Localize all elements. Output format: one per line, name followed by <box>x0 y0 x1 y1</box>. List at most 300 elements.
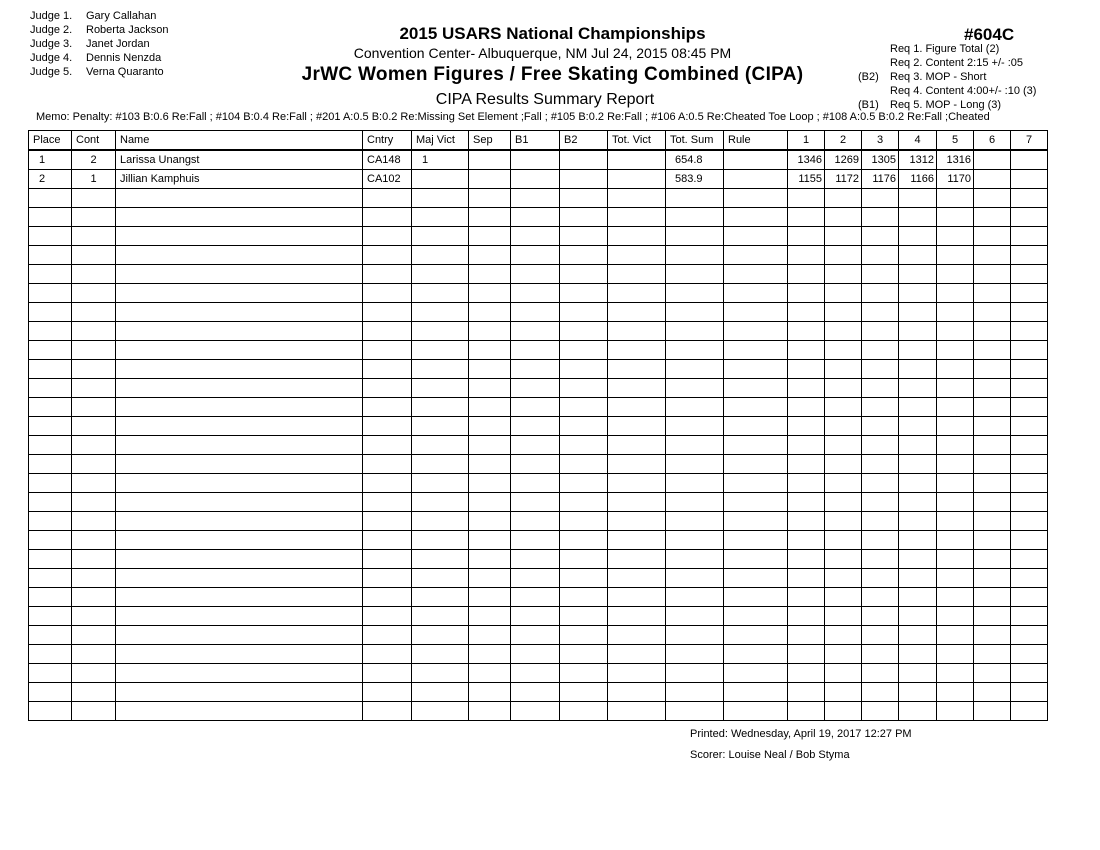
table-cell <box>116 398 363 417</box>
table-cell <box>560 664 608 683</box>
table-cell <box>363 379 412 398</box>
cell-judge-5: 1316 <box>937 150 974 170</box>
table-cell <box>937 512 974 531</box>
requirement-item <box>858 84 1036 98</box>
table-cell <box>937 474 974 493</box>
table-cell <box>788 398 825 417</box>
table-cell <box>72 303 116 322</box>
table-cell <box>862 474 899 493</box>
table-cell <box>724 322 788 341</box>
table-row-empty <box>29 189 1048 208</box>
table-cell <box>825 284 862 303</box>
table-cell <box>974 607 1011 626</box>
table-cell <box>560 550 608 569</box>
table-cell <box>974 683 1011 702</box>
table-cell <box>72 322 116 341</box>
table-cell <box>608 398 666 417</box>
table-cell <box>899 569 937 588</box>
table-cell <box>363 227 412 246</box>
table-cell <box>72 208 116 227</box>
table-cell <box>666 664 724 683</box>
table-cell <box>825 417 862 436</box>
table-cell <box>72 512 116 531</box>
table-cell <box>899 531 937 550</box>
table-cell <box>511 303 560 322</box>
table-cell <box>666 474 724 493</box>
table-cell <box>608 550 666 569</box>
table-cell <box>29 664 72 683</box>
table-cell <box>937 417 974 436</box>
table-cell <box>974 702 1011 721</box>
table-cell <box>29 265 72 284</box>
table-cell <box>608 683 666 702</box>
table-cell <box>825 664 862 683</box>
table-cell <box>29 474 72 493</box>
table-cell <box>511 360 560 379</box>
table-cell <box>666 531 724 550</box>
table-cell <box>825 588 862 607</box>
table-cell <box>825 607 862 626</box>
table-cell <box>412 417 469 436</box>
cell-rule <box>724 150 788 170</box>
table-row-empty <box>29 588 1048 607</box>
table-cell <box>29 645 72 664</box>
judge-name: Roberta Jackson <box>86 24 169 36</box>
table-cell <box>974 284 1011 303</box>
table-cell <box>899 588 937 607</box>
table-cell <box>937 208 974 227</box>
table-cell <box>29 626 72 645</box>
table-cell <box>560 284 608 303</box>
table-cell <box>511 645 560 664</box>
table-cell <box>363 436 412 455</box>
cell-maj-vict <box>412 170 469 189</box>
table-cell <box>724 303 788 322</box>
table-cell <box>974 512 1011 531</box>
table-cell <box>724 246 788 265</box>
table-cell <box>412 550 469 569</box>
table-cell <box>788 379 825 398</box>
table-cell <box>862 683 899 702</box>
table-cell <box>608 379 666 398</box>
table-cell <box>29 303 72 322</box>
table-cell <box>29 322 72 341</box>
cell-b2 <box>560 150 608 170</box>
table-cell <box>72 645 116 664</box>
table-cell <box>469 303 511 322</box>
table-cell <box>862 303 899 322</box>
table-cell <box>974 208 1011 227</box>
table-cell <box>788 436 825 455</box>
table-cell <box>937 683 974 702</box>
table-cell <box>412 455 469 474</box>
cell-judge-2: 1269 <box>825 150 862 170</box>
table-cell <box>666 607 724 626</box>
table-cell <box>608 512 666 531</box>
judge-name: Dennis Nenzda <box>86 52 162 64</box>
table-cell <box>937 664 974 683</box>
table-cell <box>937 455 974 474</box>
table-cell <box>363 645 412 664</box>
table-cell <box>116 436 363 455</box>
table-cell <box>937 398 974 417</box>
table-row-empty <box>29 493 1048 512</box>
table-cell <box>666 360 724 379</box>
table-cell <box>72 246 116 265</box>
table-cell <box>560 493 608 512</box>
cell-b1 <box>511 150 560 170</box>
venue-datetime: Convention Center- Albuquerque, NM Jul 24, 2015 08:45 PM <box>353 45 732 61</box>
table-cell <box>862 265 899 284</box>
table-cell <box>899 493 937 512</box>
table-cell <box>788 265 825 284</box>
table-cell <box>899 189 937 208</box>
table-cell <box>862 417 899 436</box>
table-cell <box>560 569 608 588</box>
table-cell <box>560 417 608 436</box>
table-cell <box>72 683 116 702</box>
table-cell <box>974 417 1011 436</box>
table-cell <box>1011 284 1048 303</box>
judge-label: Judge 3. <box>30 38 73 50</box>
table-cell <box>608 588 666 607</box>
table-cell <box>29 702 72 721</box>
table-row-empty <box>29 645 1048 664</box>
cell-maj-vict: 1 <box>412 150 469 170</box>
table-cell <box>560 588 608 607</box>
table-cell <box>788 683 825 702</box>
table-cell <box>788 227 825 246</box>
table-cell <box>469 417 511 436</box>
table-cell <box>469 588 511 607</box>
table-cell <box>1011 569 1048 588</box>
table-row-empty <box>29 436 1048 455</box>
table-cell <box>899 303 937 322</box>
table-cell <box>469 645 511 664</box>
table-cell <box>724 664 788 683</box>
table-cell <box>469 208 511 227</box>
cell-name: Jillian Kamphuis <box>116 170 363 189</box>
table-cell <box>825 474 862 493</box>
cell-judge-1: 1155 <box>788 170 825 189</box>
table-cell <box>788 208 825 227</box>
cell-judge-2: 1172 <box>825 170 862 189</box>
table-cell <box>899 550 937 569</box>
table-row-empty <box>29 664 1048 683</box>
judge-label: Judge 5. <box>30 66 73 78</box>
table-cell <box>1011 683 1048 702</box>
table-cell <box>788 417 825 436</box>
table-cell <box>608 189 666 208</box>
table-cell <box>116 474 363 493</box>
table-cell <box>937 360 974 379</box>
table-cell <box>937 227 974 246</box>
table-cell <box>666 284 724 303</box>
table-cell <box>666 398 724 417</box>
table-cell <box>116 702 363 721</box>
col-judge-5: 5 <box>937 131 974 151</box>
table-cell <box>412 664 469 683</box>
table-cell <box>724 683 788 702</box>
table-cell <box>937 588 974 607</box>
table-cell <box>825 398 862 417</box>
table-cell <box>412 626 469 645</box>
table-cell <box>363 284 412 303</box>
memo-penalties: Memo: Penalty: #103 B:0.6 Re:Fall ; #104 B:0.4 Re:Fall ; #201 A:0.5 B:0.2 Re:Missing Set Element ;Fall ; #105 B:0.2 Re:Fall ; #106 A:0.5 Re:Cheated Toe Loop ; #108 A:0.5 B:0.2 Re:Fall ;Cheated <box>36 111 990 123</box>
judge-item <box>30 9 169 23</box>
table-cell <box>724 512 788 531</box>
table-cell <box>469 246 511 265</box>
table-cell <box>116 246 363 265</box>
table-row-empty <box>29 512 1048 531</box>
table-cell <box>724 588 788 607</box>
table-cell <box>862 550 899 569</box>
cell-judge-4: 1166 <box>899 170 937 189</box>
table-cell <box>788 360 825 379</box>
table-cell <box>825 455 862 474</box>
table-cell <box>1011 645 1048 664</box>
table-cell <box>116 626 363 645</box>
report-title: CIPA Results Summary Report <box>435 91 655 108</box>
table-cell <box>469 474 511 493</box>
table-cell <box>469 569 511 588</box>
requirement-item <box>858 42 1036 56</box>
table-cell <box>560 227 608 246</box>
table-cell <box>862 246 899 265</box>
table-cell <box>511 265 560 284</box>
table-cell <box>469 702 511 721</box>
table-cell <box>72 588 116 607</box>
table-cell <box>363 360 412 379</box>
table-cell <box>412 474 469 493</box>
table-cell <box>511 474 560 493</box>
table-cell <box>29 436 72 455</box>
table-cell <box>937 246 974 265</box>
table-cell <box>363 246 412 265</box>
table-cell <box>363 398 412 417</box>
table-row-empty <box>29 284 1048 303</box>
col-place: Place <box>29 131 72 151</box>
table-cell <box>1011 588 1048 607</box>
table-cell <box>666 588 724 607</box>
table-cell <box>511 702 560 721</box>
table-cell <box>608 702 666 721</box>
table-cell <box>862 455 899 474</box>
table-cell <box>363 208 412 227</box>
table-cell <box>1011 550 1048 569</box>
table-cell <box>974 322 1011 341</box>
table-cell <box>72 398 116 417</box>
table-cell <box>511 607 560 626</box>
table-cell <box>666 550 724 569</box>
table-cell <box>974 588 1011 607</box>
table-cell <box>1011 208 1048 227</box>
table-cell <box>116 683 363 702</box>
table-cell <box>72 360 116 379</box>
table-cell <box>825 702 862 721</box>
table-cell <box>116 360 363 379</box>
table-cell <box>469 493 511 512</box>
table-cell <box>788 664 825 683</box>
col-judge-1: 1 <box>788 131 825 151</box>
table-cell <box>511 512 560 531</box>
table-cell <box>116 189 363 208</box>
table-cell <box>788 341 825 360</box>
table-cell <box>899 322 937 341</box>
table-cell <box>974 531 1011 550</box>
table-cell <box>937 189 974 208</box>
table-cell <box>862 607 899 626</box>
cell-name: Larissa Unangst <box>116 150 363 170</box>
table-cell <box>724 493 788 512</box>
table-cell <box>412 588 469 607</box>
table-cell <box>608 645 666 664</box>
cell-judge-3: 1176 <box>862 170 899 189</box>
table-row <box>29 150 1048 170</box>
col-b1: B1 <box>511 131 560 151</box>
table-cell <box>724 189 788 208</box>
table-cell <box>974 360 1011 379</box>
table-cell <box>666 702 724 721</box>
table-row-empty <box>29 265 1048 284</box>
table-cell <box>666 189 724 208</box>
table-cell <box>469 360 511 379</box>
table-cell <box>29 379 72 398</box>
table-cell <box>29 455 72 474</box>
col-b2: B2 <box>560 131 608 151</box>
table-cell <box>1011 227 1048 246</box>
table-cell <box>511 569 560 588</box>
table-cell <box>511 417 560 436</box>
table-cell <box>899 702 937 721</box>
table-cell <box>1011 398 1048 417</box>
table-cell <box>116 455 363 474</box>
requirement-item <box>858 56 1036 70</box>
table-cell <box>825 436 862 455</box>
table-cell <box>29 246 72 265</box>
table-cell <box>608 531 666 550</box>
table-cell <box>788 531 825 550</box>
table-cell <box>412 398 469 417</box>
table-cell <box>825 379 862 398</box>
judge-name: Gary Callahan <box>86 10 157 22</box>
table-cell <box>825 227 862 246</box>
table-cell <box>363 683 412 702</box>
cell-judge-7 <box>1011 150 1048 170</box>
table-cell <box>899 645 937 664</box>
table-cell <box>825 341 862 360</box>
table-cell <box>724 227 788 246</box>
table-cell <box>412 303 469 322</box>
table-cell <box>899 512 937 531</box>
cell-tot-sum: 583.9 <box>666 170 724 189</box>
table-cell <box>72 455 116 474</box>
table-cell <box>724 360 788 379</box>
table-cell <box>511 398 560 417</box>
table-cell <box>724 417 788 436</box>
table-cell <box>666 493 724 512</box>
table-cell <box>825 360 862 379</box>
cell-tot-sum: 654.8 <box>666 150 724 170</box>
col-judge-2: 2 <box>825 131 862 151</box>
table-cell <box>116 531 363 550</box>
requirement-label: Req 3. MOP - Short <box>890 71 987 83</box>
table-cell <box>899 417 937 436</box>
table-cell <box>560 360 608 379</box>
table-cell <box>666 208 724 227</box>
table-cell <box>862 284 899 303</box>
table-cell <box>1011 493 1048 512</box>
table-cell <box>511 683 560 702</box>
table-cell <box>788 607 825 626</box>
cell-judge-5: 1170 <box>937 170 974 189</box>
cell-judge-1: 1346 <box>788 150 825 170</box>
requirement-item <box>858 70 1036 84</box>
table-cell <box>862 208 899 227</box>
table-cell <box>666 569 724 588</box>
table-cell <box>363 189 412 208</box>
table-cell <box>29 284 72 303</box>
table-cell <box>825 208 862 227</box>
table-cell <box>937 341 974 360</box>
table-cell <box>72 664 116 683</box>
table-cell <box>511 664 560 683</box>
table-cell <box>862 569 899 588</box>
table-cell <box>29 550 72 569</box>
table-cell <box>469 436 511 455</box>
table-cell <box>29 360 72 379</box>
table-cell <box>666 227 724 246</box>
table-cell <box>29 569 72 588</box>
table-cell <box>608 493 666 512</box>
table-cell <box>560 322 608 341</box>
table-cell <box>788 493 825 512</box>
table-cell <box>116 588 363 607</box>
table-cell <box>560 702 608 721</box>
table-cell <box>511 227 560 246</box>
table-cell <box>608 284 666 303</box>
table-cell <box>363 322 412 341</box>
table-cell <box>72 227 116 246</box>
requirement-item <box>858 98 1036 112</box>
cell-rule <box>724 170 788 189</box>
table-cell <box>608 341 666 360</box>
table-cell <box>363 664 412 683</box>
table-cell <box>72 417 116 436</box>
table-row-empty <box>29 550 1048 569</box>
table-cell <box>974 550 1011 569</box>
table-cell <box>1011 474 1048 493</box>
table-cell <box>937 607 974 626</box>
scorer-names: Scorer: Louise Neal / Bob Styma <box>690 749 850 761</box>
table-row-empty <box>29 379 1048 398</box>
table-cell <box>116 512 363 531</box>
results-table <box>28 130 1048 721</box>
table-cell <box>363 265 412 284</box>
printed-timestamp: Printed: Wednesday, April 19, 2017 12:27 PM <box>690 728 912 740</box>
table-cell <box>560 683 608 702</box>
table-cell <box>412 265 469 284</box>
table-cell <box>1011 664 1048 683</box>
col-cont: Cont <box>72 131 116 151</box>
table-cell <box>788 569 825 588</box>
table-cell <box>724 208 788 227</box>
table-cell <box>862 493 899 512</box>
table-cell <box>899 474 937 493</box>
table-row-empty <box>29 360 1048 379</box>
table-cell <box>363 588 412 607</box>
table-cell <box>825 189 862 208</box>
